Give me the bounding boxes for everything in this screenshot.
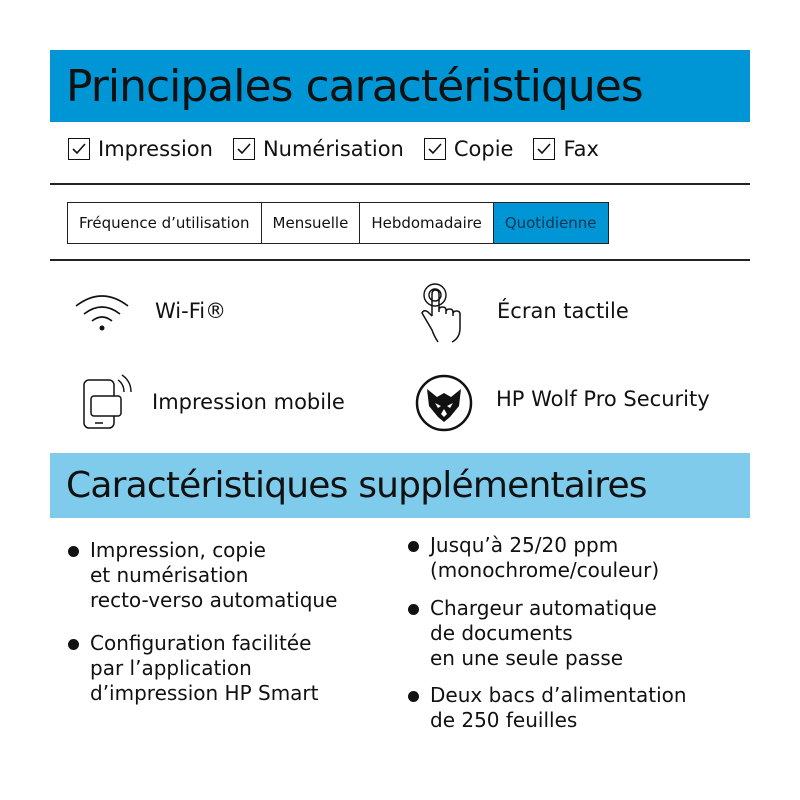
list-item: Jusqu’à 25/20 ppm (monochrome/couleur)	[408, 533, 738, 583]
checkbox-checked-icon	[68, 138, 90, 160]
divider	[50, 259, 750, 261]
wifi-icon	[72, 290, 132, 334]
checkbox-checked-icon	[424, 138, 446, 160]
checkbox-checked-icon	[533, 138, 555, 160]
wolf-icon	[414, 373, 474, 433]
capability-label: Fax	[563, 137, 599, 161]
bullet-icon	[408, 604, 419, 615]
extra-heading: Caractéristiques supplémentaires	[66, 465, 647, 506]
list-item: Chargeur automatique de documents en une seule passe	[408, 596, 738, 671]
capability-label: Numérisation	[262, 137, 404, 161]
list-item: Configuration facilitée par l’application d’impression HP Smart	[68, 631, 398, 706]
feature-wifi-label: Wi-Fi®	[155, 299, 227, 323]
capabilities-list	[68, 137, 619, 161]
bullet-icon	[408, 541, 419, 552]
list-item: Deux bacs d’alimentation de 250 feuilles	[408, 683, 738, 733]
usage-option-monthly: Mensuelle	[262, 203, 361, 243]
touch-icon	[416, 282, 468, 344]
feature-wolf-security-label: HP Wolf Pro Security	[496, 387, 710, 411]
capability-print	[68, 137, 213, 161]
feature-touchscreen-label: Écran tactile	[497, 299, 629, 323]
extra-heading-banner	[50, 453, 750, 518]
capability-scan	[233, 137, 404, 161]
capability-fax	[533, 137, 598, 161]
usage-option-weekly: Hebdomadaire	[360, 203, 493, 243]
main-heading: Principales caractéristiques	[66, 60, 643, 112]
capability-label: Copie	[453, 137, 514, 161]
usage-option-daily: Quotidienne	[494, 203, 608, 243]
bullet-icon	[408, 691, 419, 702]
capability-label: Impression	[98, 137, 213, 161]
divider	[50, 183, 750, 185]
usage-frequency-label: Fréquence d’utilisation	[68, 203, 262, 243]
bullet-icon	[68, 546, 79, 557]
capability-copy	[424, 137, 514, 161]
usage-frequency-table	[67, 202, 609, 244]
bullet-icon	[68, 639, 79, 650]
checkbox-checked-icon	[233, 138, 255, 160]
mobile-print-icon	[80, 374, 136, 432]
list-item: Impression, copie et numérisation recto-verso automatique	[68, 538, 398, 613]
main-heading-banner	[50, 50, 750, 122]
feature-mobile-print-label: Impression mobile	[152, 390, 345, 414]
